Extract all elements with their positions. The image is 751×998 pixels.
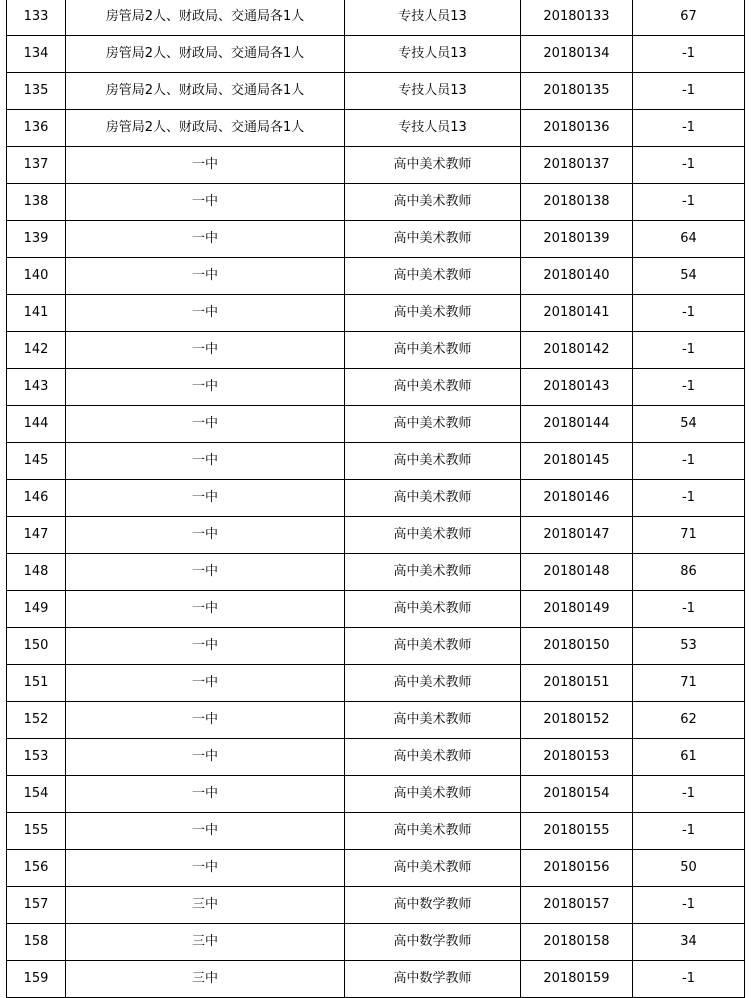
score-cell: -1	[633, 591, 745, 628]
position-cell: 高中美术教师	[345, 776, 521, 813]
position-cell: 高中美术教师	[345, 702, 521, 739]
score-cell: 50	[633, 850, 745, 887]
seq-cell: 156	[7, 850, 66, 887]
table-row	[7, 221, 745, 258]
position-cell: 高中美术教师	[345, 258, 521, 295]
exam-number-cell: 20180150	[521, 628, 633, 665]
position-cell: 高中美术教师	[345, 369, 521, 406]
unit-cell: 一中	[66, 776, 345, 813]
position-cell: 专技人员13	[345, 73, 521, 110]
table-row	[7, 406, 745, 443]
score-cell: 54	[633, 258, 745, 295]
score-cell: 86	[633, 554, 745, 591]
position-cell: 高中美术教师	[345, 184, 521, 221]
exam-number-cell: 20180155	[521, 813, 633, 850]
score-cell: -1	[633, 480, 745, 517]
unit-cell: 一中	[66, 628, 345, 665]
exam-number-cell: 20180139	[521, 221, 633, 258]
table-row	[7, 850, 745, 887]
exam-number-cell: 20180154	[521, 776, 633, 813]
unit-cell: 一中	[66, 480, 345, 517]
score-cell: -1	[633, 332, 745, 369]
seq-cell: 142	[7, 332, 66, 369]
score-cell: -1	[633, 776, 745, 813]
unit-cell: 一中	[66, 813, 345, 850]
table-row	[7, 517, 745, 554]
unit-cell: 一中	[66, 591, 345, 628]
exam-number-cell: 20180147	[521, 517, 633, 554]
score-cell: 34	[633, 924, 745, 961]
table-row	[7, 110, 745, 147]
table-row	[7, 887, 745, 924]
unit-cell: 一中	[66, 258, 345, 295]
unit-cell: 三中	[66, 887, 345, 924]
seq-cell: 146	[7, 480, 66, 517]
exam-number-cell: 20180159	[521, 961, 633, 998]
exam-number-cell: 20180158	[521, 924, 633, 961]
score-cell: 71	[633, 517, 745, 554]
unit-cell: 一中	[66, 332, 345, 369]
seq-cell: 143	[7, 369, 66, 406]
exam-number-cell: 20180133	[521, 0, 633, 36]
score-cell: 62	[633, 702, 745, 739]
unit-cell: 三中	[66, 961, 345, 998]
table-row	[7, 924, 745, 961]
seq-cell: 134	[7, 36, 66, 73]
unit-cell: 一中	[66, 443, 345, 480]
unit-cell: 房管局2人、财政局、交通局各1人	[66, 73, 345, 110]
seq-cell: 149	[7, 591, 66, 628]
position-cell: 高中美术教师	[345, 295, 521, 332]
position-cell: 高中美术教师	[345, 517, 521, 554]
unit-cell: 三中	[66, 924, 345, 961]
table-row	[7, 591, 745, 628]
seq-cell: 135	[7, 73, 66, 110]
table-row	[7, 258, 745, 295]
unit-cell: 房管局2人、财政局、交通局各1人	[66, 0, 345, 36]
table-row	[7, 480, 745, 517]
score-cell: -1	[633, 295, 745, 332]
unit-cell: 一中	[66, 147, 345, 184]
table-row	[7, 665, 745, 702]
exam-number-cell: 20180148	[521, 554, 633, 591]
score-cell: -1	[633, 443, 745, 480]
seq-cell: 144	[7, 406, 66, 443]
table-body	[7, 0, 745, 998]
table-row	[7, 36, 745, 73]
exam-number-cell: 20180151	[521, 665, 633, 702]
seq-cell: 150	[7, 628, 66, 665]
table-row	[7, 369, 745, 406]
seq-cell: 147	[7, 517, 66, 554]
seq-cell: 141	[7, 295, 66, 332]
unit-cell: 一中	[66, 517, 345, 554]
score-cell: -1	[633, 887, 745, 924]
table-row	[7, 776, 745, 813]
score-cell: 54	[633, 406, 745, 443]
score-cell: -1	[633, 813, 745, 850]
table-row	[7, 961, 745, 998]
table-row	[7, 628, 745, 665]
score-cell: 71	[633, 665, 745, 702]
score-cell: 61	[633, 739, 745, 776]
seq-cell: 155	[7, 813, 66, 850]
table-row	[7, 184, 745, 221]
position-cell: 高中美术教师	[345, 739, 521, 776]
exam-number-cell: 20180136	[521, 110, 633, 147]
unit-cell: 一中	[66, 184, 345, 221]
seq-cell: 139	[7, 221, 66, 258]
seq-cell: 154	[7, 776, 66, 813]
position-cell: 高中美术教师	[345, 480, 521, 517]
position-cell: 专技人员13	[345, 0, 521, 36]
exam-number-cell: 20180145	[521, 443, 633, 480]
seq-cell: 159	[7, 961, 66, 998]
table-row	[7, 702, 745, 739]
exam-number-cell: 20180138	[521, 184, 633, 221]
score-cell: -1	[633, 184, 745, 221]
position-cell: 高中美术教师	[345, 850, 521, 887]
unit-cell: 一中	[66, 739, 345, 776]
unit-cell: 一中	[66, 295, 345, 332]
position-cell: 专技人员13	[345, 36, 521, 73]
unit-cell: 一中	[66, 369, 345, 406]
score-cell: -1	[633, 369, 745, 406]
seq-cell: 158	[7, 924, 66, 961]
exam-number-cell: 20180137	[521, 147, 633, 184]
unit-cell: 一中	[66, 554, 345, 591]
position-cell: 专技人员13	[345, 110, 521, 147]
exam-number-cell: 20180134	[521, 36, 633, 73]
table-row	[7, 332, 745, 369]
score-cell: -1	[633, 73, 745, 110]
seq-cell: 148	[7, 554, 66, 591]
seq-cell: 152	[7, 702, 66, 739]
exam-number-cell: 20180142	[521, 332, 633, 369]
exam-number-cell: 20180140	[521, 258, 633, 295]
exam-number-cell: 20180149	[521, 591, 633, 628]
score-cell: 53	[633, 628, 745, 665]
exam-number-cell: 20180135	[521, 73, 633, 110]
seq-cell: 140	[7, 258, 66, 295]
score-cell: -1	[633, 961, 745, 998]
position-cell: 高中美术教师	[345, 147, 521, 184]
unit-cell: 房管局2人、财政局、交通局各1人	[66, 36, 345, 73]
unit-cell: 一中	[66, 850, 345, 887]
seq-cell: 133	[7, 0, 66, 36]
score-cell: -1	[633, 110, 745, 147]
seq-cell: 137	[7, 147, 66, 184]
position-cell: 高中美术教师	[345, 443, 521, 480]
table-row	[7, 739, 745, 776]
position-cell: 高中美术教师	[345, 628, 521, 665]
exam-number-cell: 20180153	[521, 739, 633, 776]
table-row	[7, 73, 745, 110]
seq-cell: 145	[7, 443, 66, 480]
table-row	[7, 147, 745, 184]
exam-number-cell: 20180152	[521, 702, 633, 739]
exam-number-cell: 20180157	[521, 887, 633, 924]
seq-cell: 138	[7, 184, 66, 221]
position-cell: 高中美术教师	[345, 665, 521, 702]
exam-number-cell: 20180141	[521, 295, 633, 332]
table-row	[7, 443, 745, 480]
position-cell: 高中数学教师	[345, 887, 521, 924]
seq-cell: 157	[7, 887, 66, 924]
score-cell: -1	[633, 147, 745, 184]
table-row	[7, 813, 745, 850]
seq-cell: 151	[7, 665, 66, 702]
score-table	[6, 0, 745, 998]
position-cell: 高中美术教师	[345, 591, 521, 628]
position-cell: 高中数学教师	[345, 961, 521, 998]
position-cell: 高中美术教师	[345, 406, 521, 443]
table-row	[7, 295, 745, 332]
table-row	[7, 554, 745, 591]
exam-number-cell: 20180143	[521, 369, 633, 406]
position-cell: 高中美术教师	[345, 813, 521, 850]
score-cell: 67	[633, 0, 745, 36]
score-cell: 64	[633, 221, 745, 258]
position-cell: 高中美术教师	[345, 554, 521, 591]
position-cell: 高中数学教师	[345, 924, 521, 961]
unit-cell: 一中	[66, 406, 345, 443]
unit-cell: 房管局2人、财政局、交通局各1人	[66, 110, 345, 147]
exam-number-cell: 20180156	[521, 850, 633, 887]
exam-number-cell: 20180146	[521, 480, 633, 517]
exam-number-cell: 20180144	[521, 406, 633, 443]
seq-cell: 153	[7, 739, 66, 776]
unit-cell: 一中	[66, 702, 345, 739]
unit-cell: 一中	[66, 221, 345, 258]
score-cell: -1	[633, 36, 745, 73]
seq-cell: 136	[7, 110, 66, 147]
position-cell: 高中美术教师	[345, 221, 521, 258]
unit-cell: 一中	[66, 665, 345, 702]
position-cell: 高中美术教师	[345, 332, 521, 369]
table-row	[7, 0, 745, 36]
